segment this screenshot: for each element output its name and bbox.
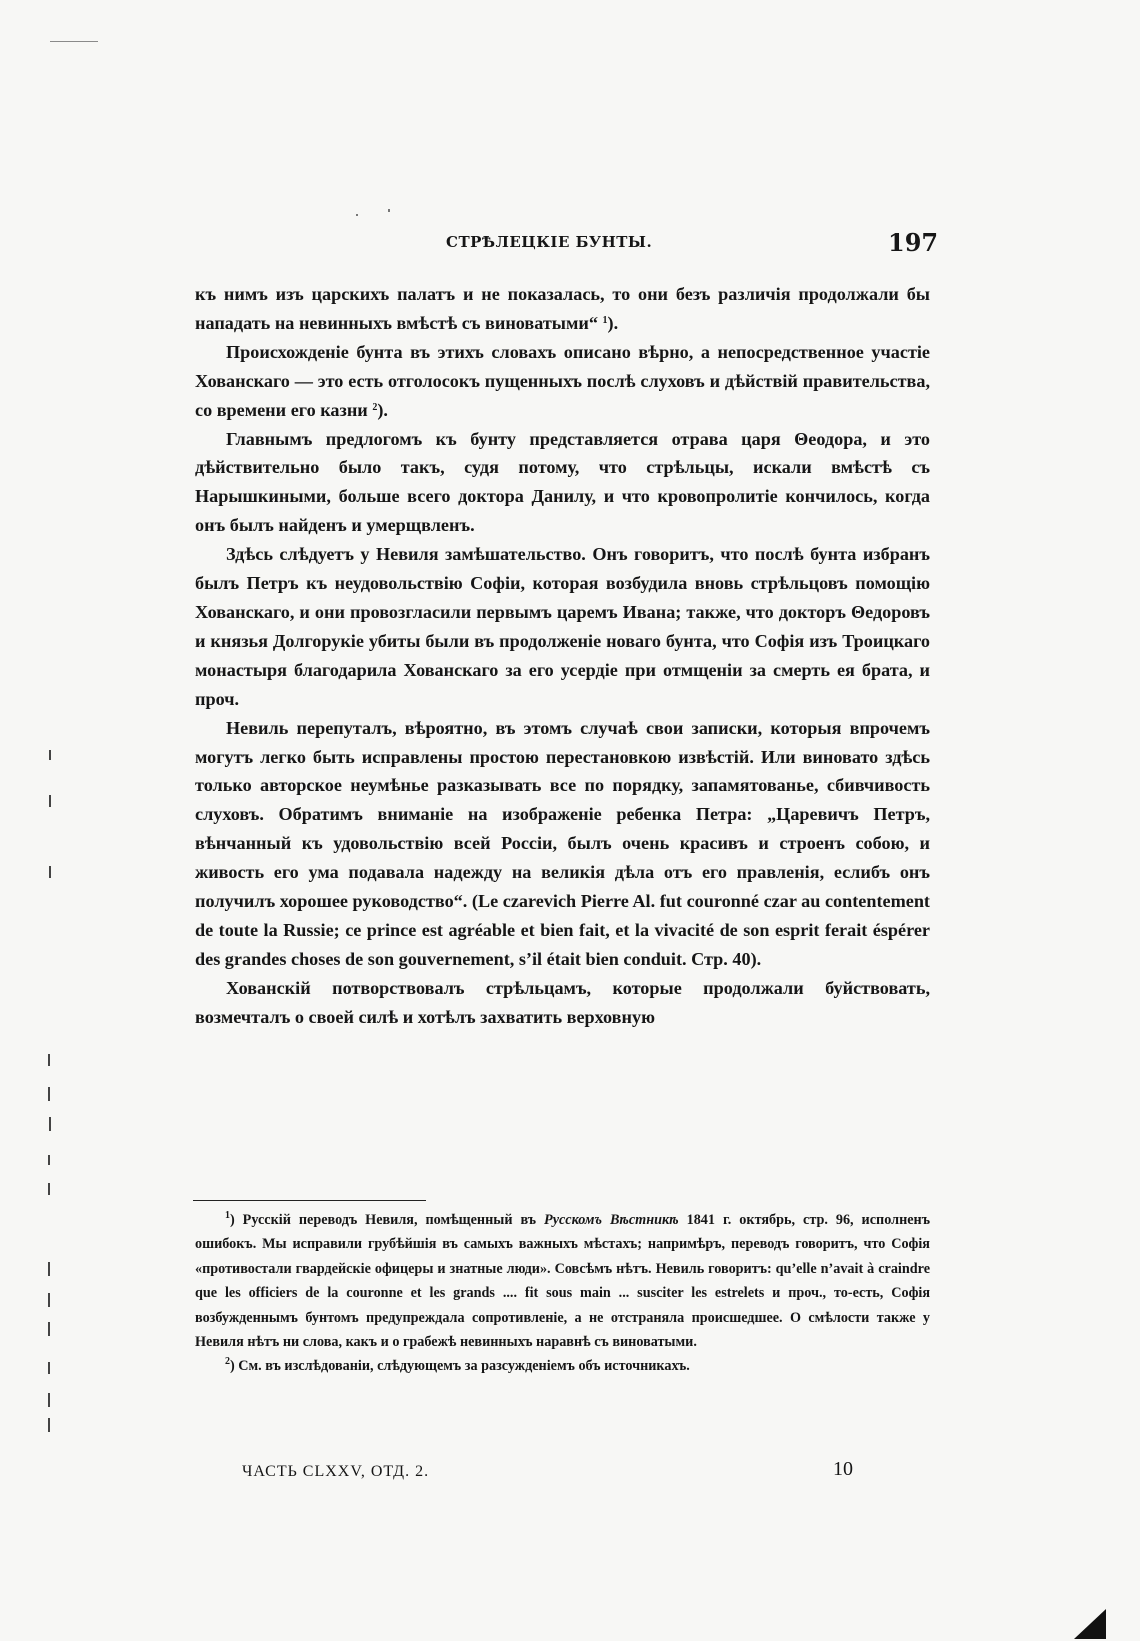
footnote-1: $^1$) Русскій переводъ Невиля, помѣщенный въ Русскомъ Вѣстникѣ 1841 г. октябрь, стр. 96, исполненъ ошибокъ. Мы исправили грубѣйшія въ самыхъ важныхъ мѣстахъ; напримѣръ, переводъ говоритъ, что Софія «противостали гвардейскіе офицеры и знатные люди». Совсѣмъ нѣтъ. Невиль говоритъ: qu’elle n’avait à craindre que les officiers de la couronne et les grands .... fit sous main ... susciter les estrelets и проч., то-есть, Софія возбужденнымъ бунтомъ предупреждала сопротивленіе, а не отстраняла происшедшее. О смѣлости также у Невиля нѣтъ ни слова, какъ и о грабежѣ невинныхъ наравнѣ съ виноватыми. [195,1210,930,1351]
main-text [195,280,930,1032]
printer-signature: ЧАСТЬ CLXXV, ОТД. 2. [242,1463,430,1480]
margin-artifact [49,795,51,807]
footnote-ref-1: 1 [602,314,608,326]
journal-title: Русскомъ Вѣстникѣ [544,1212,679,1228]
margin-artifact [48,1183,50,1195]
footnotes [195,1208,930,1379]
margin-artifact [49,866,51,878]
scan-corner-mark [1072,1605,1108,1641]
scan-speck [356,214,358,216]
margin-artifact [49,1117,51,1131]
margin-artifact [48,1087,50,1101]
footnote-separator [193,1200,426,1201]
paragraph-2: Происхожденіе бунта въ этихъ словахъ описано вѣрно, а непосредственное участіе Хованскаго — это есть отголосокъ пущенныхъ послѣ слуховъ и дѣйствій правительства, со времени его казни $^2$). [195,341,930,420]
scan-speck [388,209,390,212]
sheet-number: 10 [833,1458,853,1480]
margin-artifact [48,1054,50,1066]
paragraph-6: Хованскій потворствовалъ стрѣльцамъ, которые продолжали буйствовать, возмечталъ о своей силѣ и хотѣлъ захватить верховную [195,977,930,1027]
paragraph-4: Здѣсь слѣдуетъ у Невиля замѣшательство. Онъ говоритъ, что послѣ бунта избранъ былъ Петръ къ неудовольствію Софіи, которая возбудила вновь стрѣльцовъ помощію Хованскаго, и они провозгласили первымъ царемъ Ивана; также, что докторъ Θедоровъ и князья Долгорукіе убиты были въ продолженіе новаго бунта, что Софія изъ Троицкаго монастыря благодарила Хованскаго за его усердіе при отмщеніи за смерть ея брата, и проч. [195,544,930,709]
margin-artifact [48,1155,50,1165]
margin-artifact [48,1322,50,1336]
paragraph-5: Невиль перепуталъ, вѣроятно, въ этомъ случаѣ свои записки, которыя впрочемъ могутъ легко быть исправлены простою перестановкою извѣстій. Или виновато здѣсь только авторское неумѣнье разказывать все по порядку, запамятованье, сбивчивость слуховъ. Обратимъ вниманіе на изображеніе ребенка Петра: „Царевичъ Петръ, вѣнчанный къ удовольствію всей Россіи, былъ очень красивъ и строенъ собою, и живость его ума подавала надежду на великія дѣла отъ его правленія, еслибъ онъ получилъ хорошее руководство“. (Le czarevich Pierre Al. fut couronné czar au contentement de toute la Russie; ce prince est agréable et bien fait, et la vivacité de son esprit ferait éspérer des grandes choses de son gouvernement, s’il était bien conduit. Стр. 40). [195,717,930,969]
footnote-2: $^2$) См. въ изслѣдованіи, слѣдующемъ за разсужденіемъ объ источникахъ. [225,1356,690,1375]
paragraph-3: Главнымъ предлогомъ къ бунту представляется отрава царя Θеодора, и это дѣйствительно было такъ, судя потому, что стрѣльцы, искали вмѣстѣ съ Нарышкиными, больше всего доктора Данилу, и что кровопролитіе кончилось, когда онъ былъ найденъ и умерщвленъ. [195,428,930,536]
page-number: 197 [888,228,939,257]
margin-artifact [49,750,51,760]
margin-artifact [48,1393,50,1407]
running-title: СТРѢЛЕЦКІЕ БУНТЫ. [446,233,653,251]
margin-artifact [48,1293,50,1307]
margin-artifact [48,1418,50,1432]
margin-artifact [48,1262,50,1276]
margin-artifact [48,1362,50,1374]
scan-edge-mark [50,41,98,42]
footnote-ref-2: 2 [372,401,378,413]
paragraph-1: къ нимъ изъ царскихъ палатъ и не показалась, то они безъ различія продолжали бы нападать на невинныхъ вмѣстѣ съ виноватыми“ $^1$). [195,284,930,333]
